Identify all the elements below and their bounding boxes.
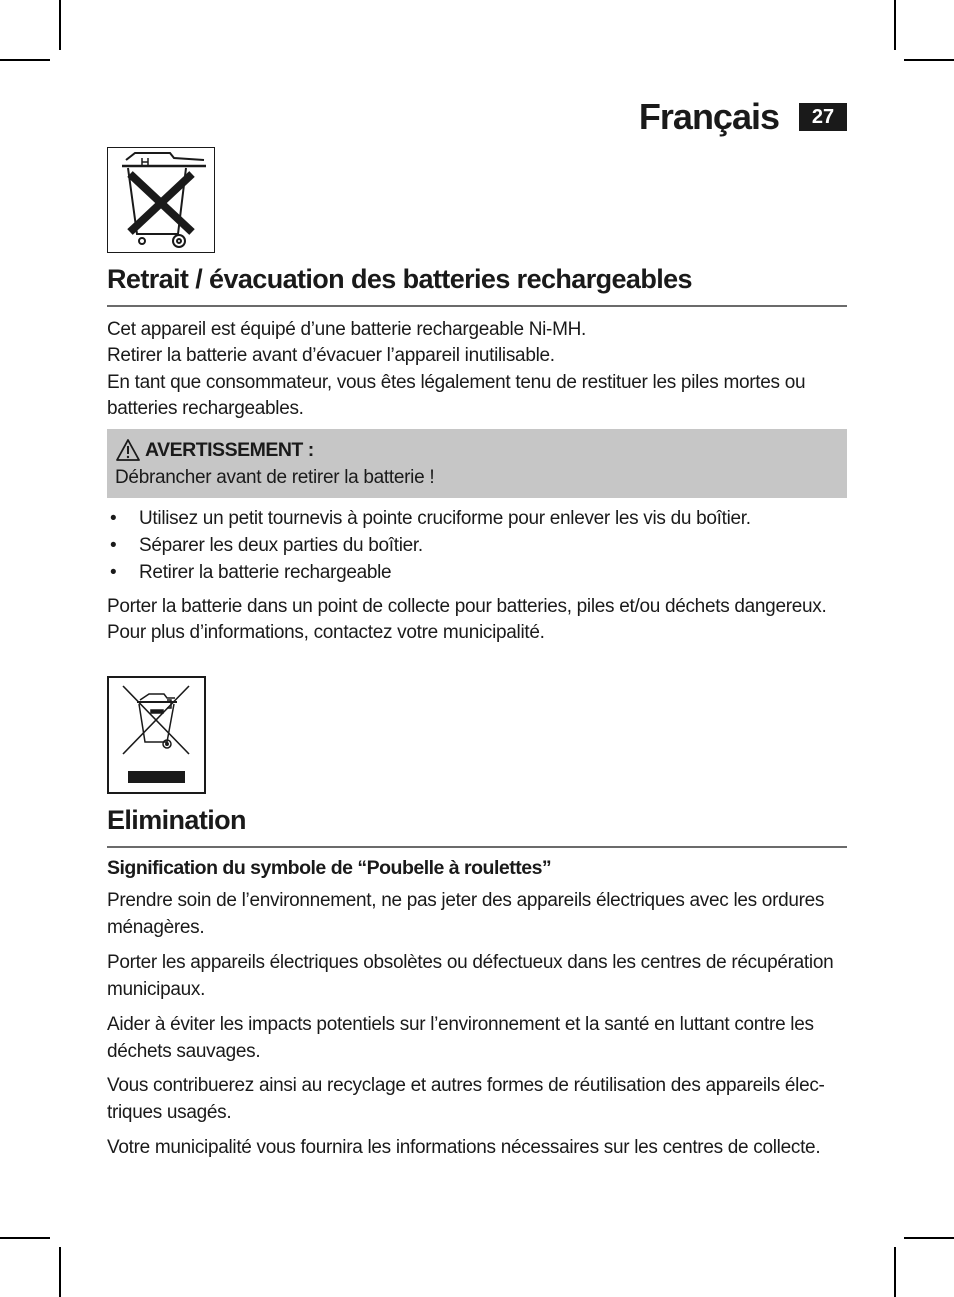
warning-text: Débrancher avant de retirer la batterie !: [115, 467, 435, 488]
intro-line: Cet appareil est équipé d’une batterie rechargeable Ni-MH.: [107, 319, 586, 340]
language-title: Français: [638, 96, 779, 137]
crop-mark: [894, 1247, 896, 1297]
outro-line: Pour plus d’informations, contactez votre municipalité.: [107, 622, 545, 643]
paragraph-line: Votre municipalité vous fournira les informations nécessaires sur les centres de collecte.: [107, 1137, 821, 1158]
crop-mark: [904, 59, 954, 61]
page-header: [639, 96, 847, 138]
list-item: • Séparer les deux parties du boîtier.: [107, 532, 847, 559]
paragraph-line: déchets sauvages.: [107, 1041, 261, 1062]
section-title-elimination: Elimination: [107, 805, 847, 848]
warning-box: [107, 429, 847, 498]
section-title-battery: Retrait / évacuation des batteries rechargeables: [107, 264, 847, 307]
crop-mark: [59, 0, 61, 50]
intro-line: Retirer la batterie avant d’évacuer l’appareil inutilisable.: [107, 345, 555, 366]
instruction-list: [107, 505, 847, 586]
list-item: • Utilisez un petit tournevis à pointe cruciforme pour enlever les vis du boîtier.: [107, 505, 847, 532]
crop-mark: [904, 1237, 954, 1239]
warning-title: AVERTISSEMENT :: [145, 439, 314, 461]
crop-mark: [894, 0, 896, 50]
crop-mark: [59, 1247, 61, 1297]
paragraph-line: Aider à éviter les impacts potentiels sur l’environnement et la santé en luttant contre les: [107, 1014, 814, 1035]
outro-line: Porter la batterie dans un point de collecte pour batteries, piles et/ou déchets dangereux.: [107, 596, 827, 617]
paragraph-line: municipaux.: [107, 979, 206, 1000]
paragraph-line: Vous contribuerez ainsi au recyclage et autres formes de réutilisation des appareils élec-: [107, 1075, 825, 1096]
page-number: 27: [799, 103, 847, 131]
paragraph-line: ménagères.: [107, 917, 205, 938]
crop-mark: [0, 59, 50, 61]
intro-line: batteries rechargeables.: [107, 398, 304, 419]
paragraph-line: Porter les appareils électriques obsolètes ou défectueux dans les centres de récupération: [107, 952, 834, 973]
intro-line: En tant que consommateur, vous êtes légalement tenu de restituer les piles mortes ou: [107, 372, 806, 393]
warning-triangle-icon: [115, 438, 141, 462]
paragraph-line: Prendre soin de l’environnement, ne pas jeter des appareils électriques avec les ordures: [107, 890, 825, 911]
crop-mark: [0, 1237, 50, 1239]
list-item: • Retirer la batterie rechargeable: [107, 559, 847, 586]
section-subtitle: Signification du symbole de “Poubelle à roulettes”: [107, 857, 552, 879]
weee-crossed-bin-icon: [107, 676, 206, 794]
crossed-out-battery-bin-icon: [107, 147, 215, 253]
paragraph-line: triques usagés.: [107, 1102, 232, 1123]
